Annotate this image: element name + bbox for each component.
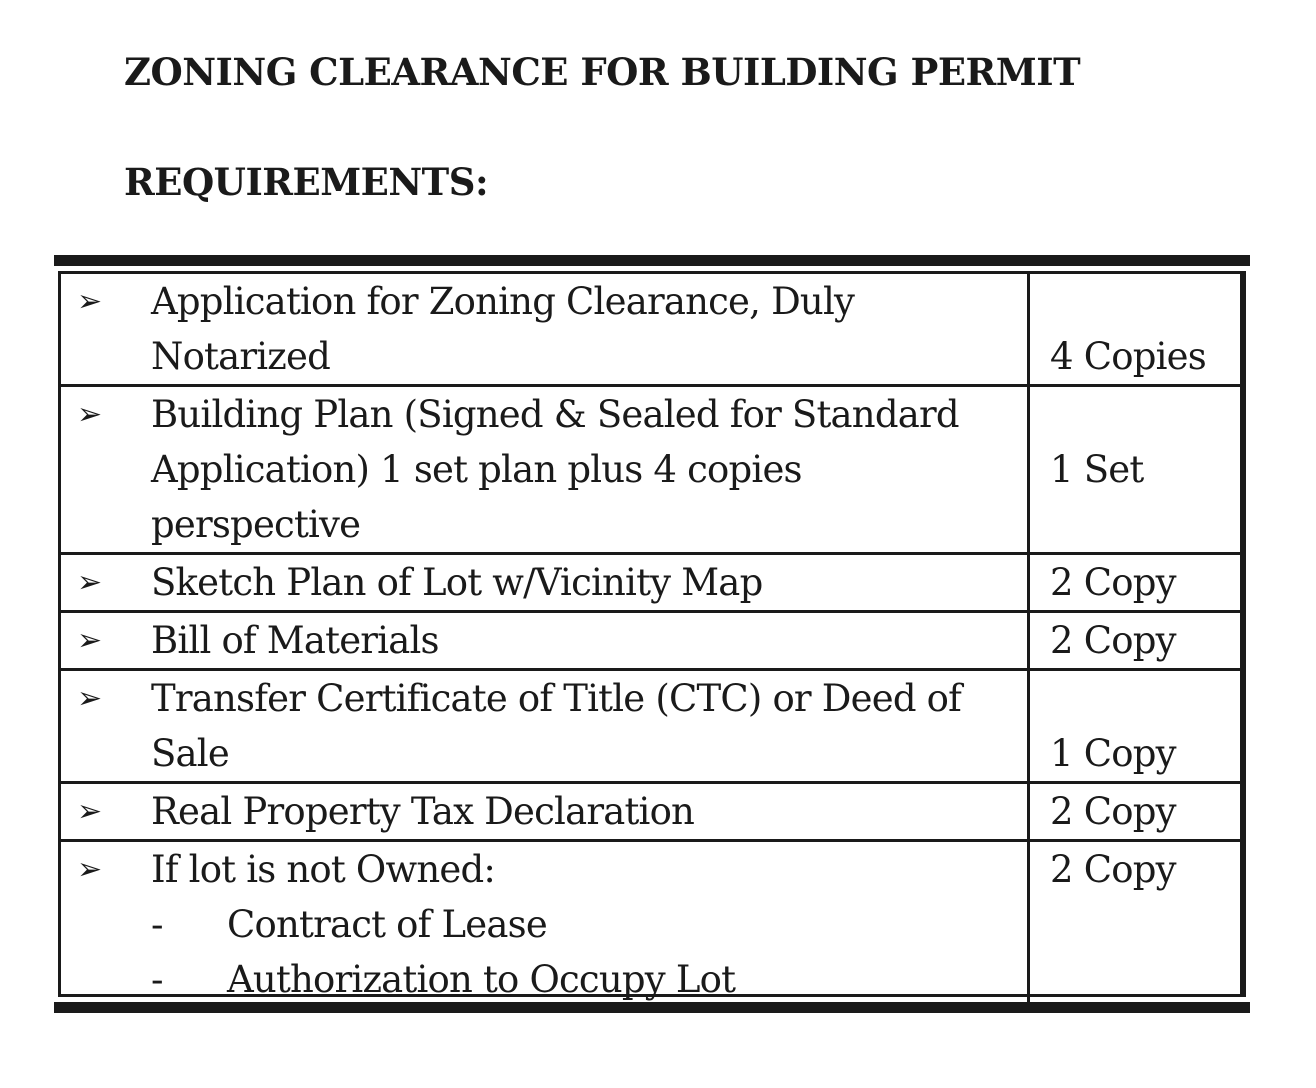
requirement-quantity: 1 Set (1029, 386, 1241, 554)
sub-requirement-item (61, 952, 1027, 1007)
requirement-item (61, 612, 1029, 670)
requirement-text: Building Plan (Signed & Sealed for Standard Application) 1 set plan plus 4 copies perspective (151, 393, 959, 546)
table-body (58, 271, 1246, 1001)
requirement-item (61, 670, 1029, 783)
requirement-item (61, 274, 1029, 386)
arrow-bullet-icon: ➢ (77, 794, 102, 829)
arrow-bullet-icon: ➢ (77, 397, 102, 432)
requirement-item (61, 841, 1029, 1008)
table-row (61, 841, 1240, 1008)
requirement-item (61, 783, 1029, 841)
requirement-quantity: 4 Copies (1050, 335, 1206, 378)
sub-requirement-text: Authorization to Occupy Lot (227, 958, 736, 1001)
dash-bullet-icon: - (151, 958, 163, 1001)
table-row (61, 612, 1240, 670)
requirement-text: Sketch Plan of Lot w/Vicinity Map (151, 561, 763, 604)
requirement-quantity: 1 Copy (1029, 670, 1241, 783)
table-row (61, 783, 1240, 841)
arrow-bullet-icon: ➢ (77, 565, 102, 600)
requirement-text: Real Property Tax Declaration (151, 790, 695, 833)
arrow-bullet-icon: ➢ (77, 852, 102, 887)
table-row (61, 554, 1240, 612)
table-top-rule (54, 255, 1250, 266)
sub-requirement-text: Contract of Lease (227, 903, 547, 946)
table-bottom-rule (54, 1002, 1250, 1013)
requirements-heading: REQUIREMENTS: (124, 160, 489, 204)
requirement-item (61, 554, 1029, 612)
arrow-bullet-icon: ➢ (77, 623, 102, 658)
arrow-bullet-icon: ➢ (77, 284, 102, 319)
document-title: ZONING CLEARANCE FOR BUILDING PERMIT (124, 50, 1081, 94)
table-row (61, 386, 1240, 554)
dash-bullet-icon: - (151, 903, 163, 946)
table-row (61, 670, 1240, 783)
arrow-bullet-icon: ➢ (77, 681, 102, 716)
requirement-text: Application for Zoning Clearance, Duly Notarized (151, 280, 855, 378)
requirement-quantity: 2 Copy (1029, 783, 1241, 841)
table-row (61, 274, 1240, 386)
requirement-item (61, 386, 1029, 554)
requirement-text: Transfer Certificate of Title (CTC) or Deed of Sale (151, 677, 962, 775)
requirement-quantity: 2 Copy (1029, 841, 1241, 1008)
requirement-text: If lot is not Owned: (151, 848, 496, 891)
sub-requirement-item (61, 897, 1027, 952)
requirement-quantity: 2 Copy (1029, 612, 1241, 670)
requirement-quantity: 2 Copy (1029, 554, 1241, 612)
sub-requirement-list (61, 897, 1027, 1007)
requirement-text: Bill of Materials (151, 619, 439, 662)
requirements-table (54, 255, 1250, 1013)
